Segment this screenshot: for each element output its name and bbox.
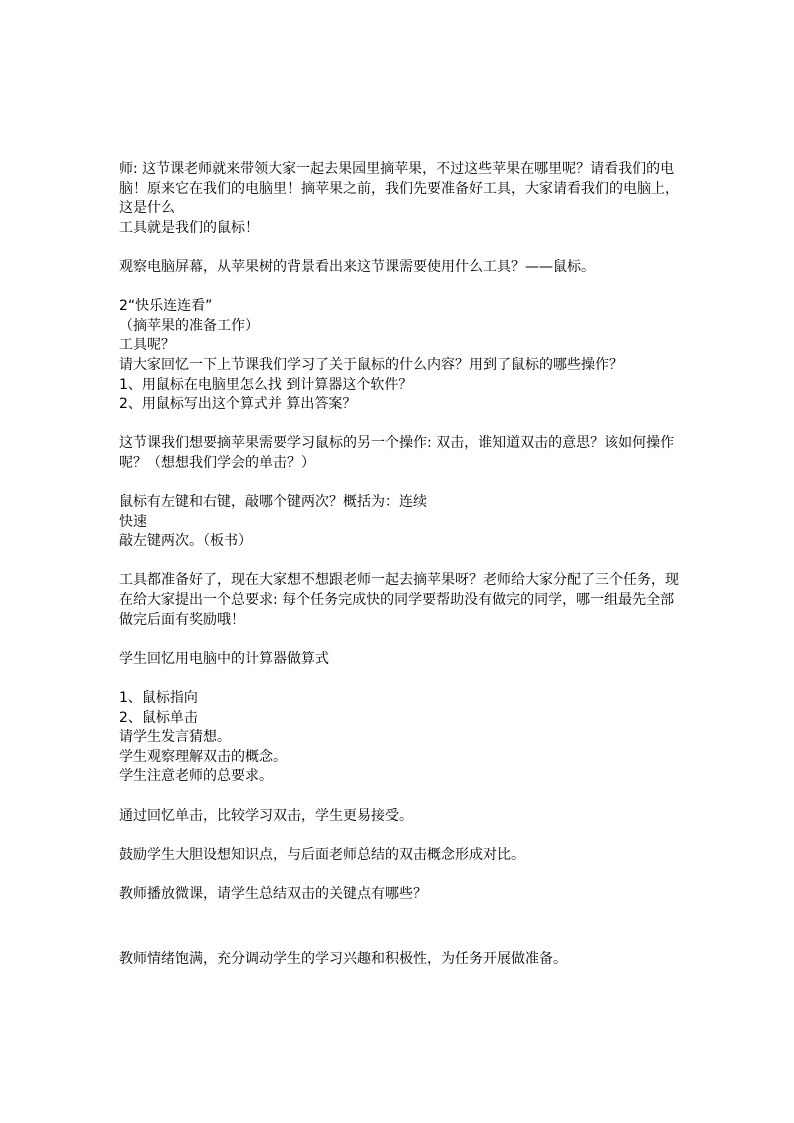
paragraph-gap (119, 415, 689, 435)
paragraph-gap (119, 787, 689, 807)
text-line: 敲左键两次。（板书） (119, 533, 252, 550)
text-line: 通过回忆单击，比较学习双击，学生更易接受。 (119, 807, 413, 824)
paragraph-student-actions (119, 689, 689, 787)
text-line: 教师情绪饱满，充分调动学生的学习兴趣和积极性，为任务开展做准备。 (119, 951, 567, 968)
paragraph-tasks (119, 571, 689, 630)
paragraph-gap (119, 826, 689, 846)
text-line: 教师播放微课，请学生总结双击的关键点有哪些？ (119, 885, 427, 902)
text-line: 脑！原来它在我们的电脑里！摘苹果之前，我们先要准备好工具，大家请看我们的电脑上， (119, 180, 679, 197)
text-line: 观察电脑屏幕，从苹果树的背景看出来这节课需要使用什么工具？——鼠标。 (119, 258, 595, 275)
text-line: （摘苹果的准备工作） (119, 317, 259, 334)
text-line: 2“快乐连连看” (119, 298, 213, 315)
paragraph-encourage (119, 846, 689, 866)
text-line: 请学生发言猜想。 (119, 729, 231, 746)
paragraph-mouse-keys (119, 493, 689, 552)
paragraph-double-click (119, 434, 689, 473)
text-line: 做完后面有奖励哦！ (119, 611, 245, 628)
text-line: 工具都准备好了，现在大家想不想跟老师一起去摘苹果呀？老师给大家分配了三个任务，现 (119, 572, 679, 589)
text-line: 工具就是我们的鼠标！ (119, 219, 259, 236)
paragraph-teacher-mood (119, 950, 689, 970)
paragraph-gap (119, 630, 689, 650)
paragraph-gap (119, 669, 689, 689)
paragraph-micro-lesson (119, 885, 689, 905)
text-line: 鼓励学生大胆设想知识点，与后面老师总结的双击概念形成对比。 (119, 846, 525, 863)
paragraph-recall-compare (119, 807, 689, 827)
paragraph-gap (119, 905, 689, 931)
paragraph-gap (119, 865, 689, 885)
text-line: 请大家回忆一下上节课我们学习了关于鼠标的什么内容？用到了鼠标的哪些操作？ (119, 356, 623, 373)
text-line: 鼠标有左键和右键，敲哪个键两次？概括为：连续 (119, 494, 427, 511)
paragraph-gap (119, 474, 689, 494)
paragraph-gap (119, 552, 689, 572)
paragraph-gap (119, 931, 689, 951)
text-line: 1、鼠标指向 (119, 690, 198, 707)
text-line: 师: 这节课老师就来带领大家一起去果园里摘苹果，不过这些苹果在哪里呢？请看我们的电 (119, 161, 675, 177)
document-body (119, 160, 689, 970)
text-line: 快速 (119, 513, 147, 530)
text-line: 2、鼠标单击 (119, 709, 198, 726)
paragraph-gap (119, 278, 689, 298)
text-line: 学生回忆用电脑中的计算器做算式 (119, 650, 329, 667)
text-line: 1、用鼠标在电脑里怎么找 到计算器这个软件？ (119, 376, 413, 393)
text-line: 工具呢？ (119, 337, 175, 354)
text-line: 学生注意老师的总要求。 (119, 768, 273, 785)
paragraph-gap (119, 238, 689, 258)
paragraph-observe (119, 258, 689, 278)
text-line: 学生观察理解双击的概念。 (119, 748, 287, 765)
paragraph-student-recall (119, 650, 689, 670)
text-line: 2、用鼠标写出这个算式并 算出答案？ (119, 396, 357, 413)
text-line: 呢？（想想我们学会的单击？） (119, 454, 315, 471)
text-line: 这是什么 (119, 200, 175, 217)
text-line: 这节课我们想要摘苹果需要学习鼠标的另一个操作: 双击，谁知道双击的意思？该如何操作 (119, 435, 675, 452)
paragraph-game (119, 297, 689, 415)
paragraph-intro (119, 160, 689, 238)
text-line: 在给大家提出一个总要求: 每个任务完成快的同学要帮助没有做完的同学，哪一组最先全部 (119, 592, 675, 609)
